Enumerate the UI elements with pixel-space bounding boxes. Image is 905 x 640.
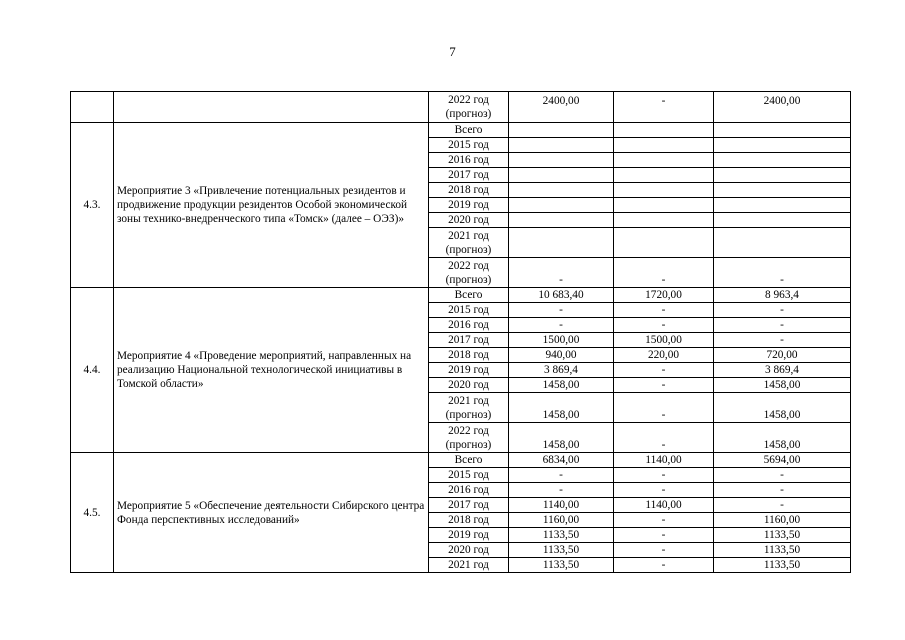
year-label: 2016 год — [448, 484, 489, 496]
year-cell — [429, 393, 509, 423]
year-label: 2019 год — [448, 529, 489, 541]
regional-value-cell: 1133,50 — [714, 543, 851, 558]
year-cell — [429, 92, 509, 123]
federal-value-cell: - — [614, 558, 714, 573]
year-label: 2016 год — [448, 154, 489, 166]
total-value-cell: 1458,00 — [509, 378, 614, 393]
regional-value-cell: - — [714, 483, 851, 498]
total-value-cell: 1458,00 — [509, 393, 614, 423]
year-label: 2018 год — [448, 184, 489, 196]
federal-value-cell: - — [614, 258, 714, 288]
total-value-cell: 1500,00 — [509, 333, 614, 348]
regional-value-cell: - — [714, 303, 851, 318]
regional-value-cell: 1458,00 — [714, 423, 851, 453]
total-value-cell: 1133,50 — [509, 558, 614, 573]
total-value-cell: 6834,00 — [509, 453, 614, 468]
regional-value-cell: 1458,00 — [714, 378, 851, 393]
table-body — [71, 92, 851, 573]
year-label: 2022 год — [448, 424, 489, 437]
federal-value-cell: - — [614, 92, 714, 123]
year-note: (прогноз) — [445, 408, 492, 421]
year-label: 2017 год — [448, 499, 489, 511]
total-value-cell: - — [509, 483, 614, 498]
regional-value-cell: 8 963,4 — [714, 288, 851, 303]
year-cell — [429, 513, 509, 528]
year-label: 2015 год — [448, 469, 489, 481]
year-cell — [429, 378, 509, 393]
regional-value-cell: 1458,00 — [714, 393, 851, 423]
year-cell — [429, 138, 509, 153]
year-cell — [429, 558, 509, 573]
year-cell — [429, 198, 509, 213]
total-value-cell: 1133,50 — [509, 543, 614, 558]
regional-value-cell: 3 869,4 — [714, 363, 851, 378]
regional-value-cell: 1133,50 — [714, 528, 851, 543]
number-cell — [71, 92, 114, 123]
section-description: Мероприятие 3 «Привлечение потенциальных резидентов и продвижение продукции резидентов Особой экономической зоны технико-внедренческого типа «Томск» (далее – ОЭЗ)» — [114, 123, 429, 288]
federal-value-cell: - — [614, 423, 714, 453]
section-description: Мероприятие 4 «Проведение мероприятий, направленных на реализацию Национальной технологической инициативы в Томской области» — [114, 288, 429, 453]
federal-value-cell: 1140,00 — [614, 498, 714, 513]
year-label: 2015 год — [448, 139, 489, 151]
regional-value-cell — [714, 198, 851, 213]
regional-value-cell: - — [714, 333, 851, 348]
year-cell — [429, 363, 509, 378]
budget-table — [70, 91, 851, 573]
total-value-cell — [509, 213, 614, 228]
description-cell — [114, 92, 429, 123]
year-cell — [429, 123, 509, 138]
year-label: 2015 год — [448, 304, 489, 316]
regional-value-cell: 720,00 — [714, 348, 851, 363]
federal-value-cell — [614, 213, 714, 228]
regional-value-cell — [714, 153, 851, 168]
total-value-cell: 940,00 — [509, 348, 614, 363]
federal-value-cell — [614, 123, 714, 138]
year-cell — [429, 543, 509, 558]
regional-value-cell: - — [714, 498, 851, 513]
year-note: (прогноз) — [445, 273, 492, 286]
regional-value-cell — [714, 168, 851, 183]
year-label: 2020 год — [448, 544, 489, 556]
federal-value-cell: 1140,00 — [614, 453, 714, 468]
year-cell — [429, 333, 509, 348]
regional-value-cell: - — [714, 468, 851, 483]
federal-value-cell: 1500,00 — [614, 333, 714, 348]
table-row — [71, 453, 851, 468]
total-value-cell — [509, 183, 614, 198]
regional-value-cell — [714, 228, 851, 258]
year-label: 2022 год — [448, 94, 489, 106]
year-label: 2021 год — [448, 394, 489, 407]
year-label: 2017 год — [448, 334, 489, 346]
federal-value-cell — [614, 183, 714, 198]
year-cell — [429, 528, 509, 543]
total-value-cell — [509, 138, 614, 153]
regional-value-cell: 5694,00 — [714, 453, 851, 468]
federal-value-cell: - — [614, 513, 714, 528]
table-row — [71, 123, 851, 138]
regional-value-cell — [714, 213, 851, 228]
year-label: 2017 год — [448, 169, 489, 181]
year-note: (прогноз) — [445, 243, 492, 256]
total-value-cell: - — [509, 318, 614, 333]
total-value-cell: 2400,00 — [509, 92, 614, 123]
year-label: 2018 год — [448, 514, 489, 526]
year-cell — [429, 483, 509, 498]
table-row — [71, 92, 851, 123]
total-value-cell — [509, 198, 614, 213]
total-value-cell — [509, 168, 614, 183]
federal-value-cell: - — [614, 468, 714, 483]
federal-value-cell: 220,00 — [614, 348, 714, 363]
year-note: (прогноз) — [445, 108, 492, 120]
total-value-cell — [509, 123, 614, 138]
regional-value-cell: - — [714, 258, 851, 288]
regional-value-cell: - — [714, 318, 851, 333]
total-value-cell: 1458,00 — [509, 423, 614, 453]
year-label: Всего — [454, 289, 483, 301]
federal-value-cell: - — [614, 378, 714, 393]
total-value-cell: - — [509, 468, 614, 483]
total-value-cell: 1133,50 — [509, 528, 614, 543]
federal-value-cell: - — [614, 393, 714, 423]
federal-value-cell: - — [614, 318, 714, 333]
year-label: 2019 год — [448, 364, 489, 376]
federal-value-cell — [614, 153, 714, 168]
year-cell — [429, 468, 509, 483]
year-label: 2021 год — [448, 229, 489, 242]
year-cell — [429, 228, 509, 258]
total-value-cell — [509, 153, 614, 168]
federal-value-cell: - — [614, 363, 714, 378]
year-cell — [429, 288, 509, 303]
total-value-cell: - — [509, 258, 614, 288]
year-label: 2018 год — [448, 349, 489, 361]
regional-value-cell: 2400,00 — [714, 92, 851, 123]
federal-value-cell: - — [614, 543, 714, 558]
total-value-cell: 1140,00 — [509, 498, 614, 513]
year-label: 2016 год — [448, 319, 489, 331]
year-cell — [429, 258, 509, 288]
year-cell — [429, 213, 509, 228]
year-label: 2020 год — [448, 379, 489, 391]
year-cell — [429, 153, 509, 168]
federal-value-cell — [614, 198, 714, 213]
total-value-cell: 3 869,4 — [509, 363, 614, 378]
year-cell — [429, 423, 509, 453]
total-value-cell — [509, 228, 614, 258]
year-label: Всего — [454, 124, 483, 136]
year-label: 2021 год — [448, 559, 489, 571]
federal-value-cell: - — [614, 528, 714, 543]
year-label: Всего — [454, 454, 483, 466]
page-number: 7 — [449, 44, 456, 59]
total-value-cell: - — [509, 303, 614, 318]
federal-value-cell — [614, 168, 714, 183]
table-row — [71, 288, 851, 303]
federal-value-cell: - — [614, 303, 714, 318]
section-number: 4.4. — [71, 288, 114, 453]
total-value-cell: 1160,00 — [509, 513, 614, 528]
federal-value-cell — [614, 228, 714, 258]
section-description: Мероприятие 5 «Обеспечение деятельности Сибирского центра Фонда перспективных исследований» — [114, 453, 429, 573]
regional-value-cell: 1133,50 — [714, 558, 851, 573]
regional-value-cell — [714, 138, 851, 153]
regional-value-cell — [714, 123, 851, 138]
year-cell — [429, 168, 509, 183]
regional-value-cell — [714, 183, 851, 198]
year-label: 2020 год — [448, 214, 489, 226]
year-cell — [429, 348, 509, 363]
section-number: 4.3. — [71, 123, 114, 288]
year-cell — [429, 183, 509, 198]
section-number: 4.5. — [71, 453, 114, 573]
federal-value-cell: 1720,00 — [614, 288, 714, 303]
year-cell — [429, 303, 509, 318]
year-cell — [429, 318, 509, 333]
regional-value-cell: 1160,00 — [714, 513, 851, 528]
year-label: 2022 год — [448, 259, 489, 272]
total-value-cell: 10 683,40 — [509, 288, 614, 303]
federal-value-cell: - — [614, 483, 714, 498]
federal-value-cell — [614, 138, 714, 153]
year-cell — [429, 453, 509, 468]
year-note: (прогноз) — [445, 438, 492, 451]
year-label: 2019 год — [448, 199, 489, 211]
year-cell — [429, 498, 509, 513]
